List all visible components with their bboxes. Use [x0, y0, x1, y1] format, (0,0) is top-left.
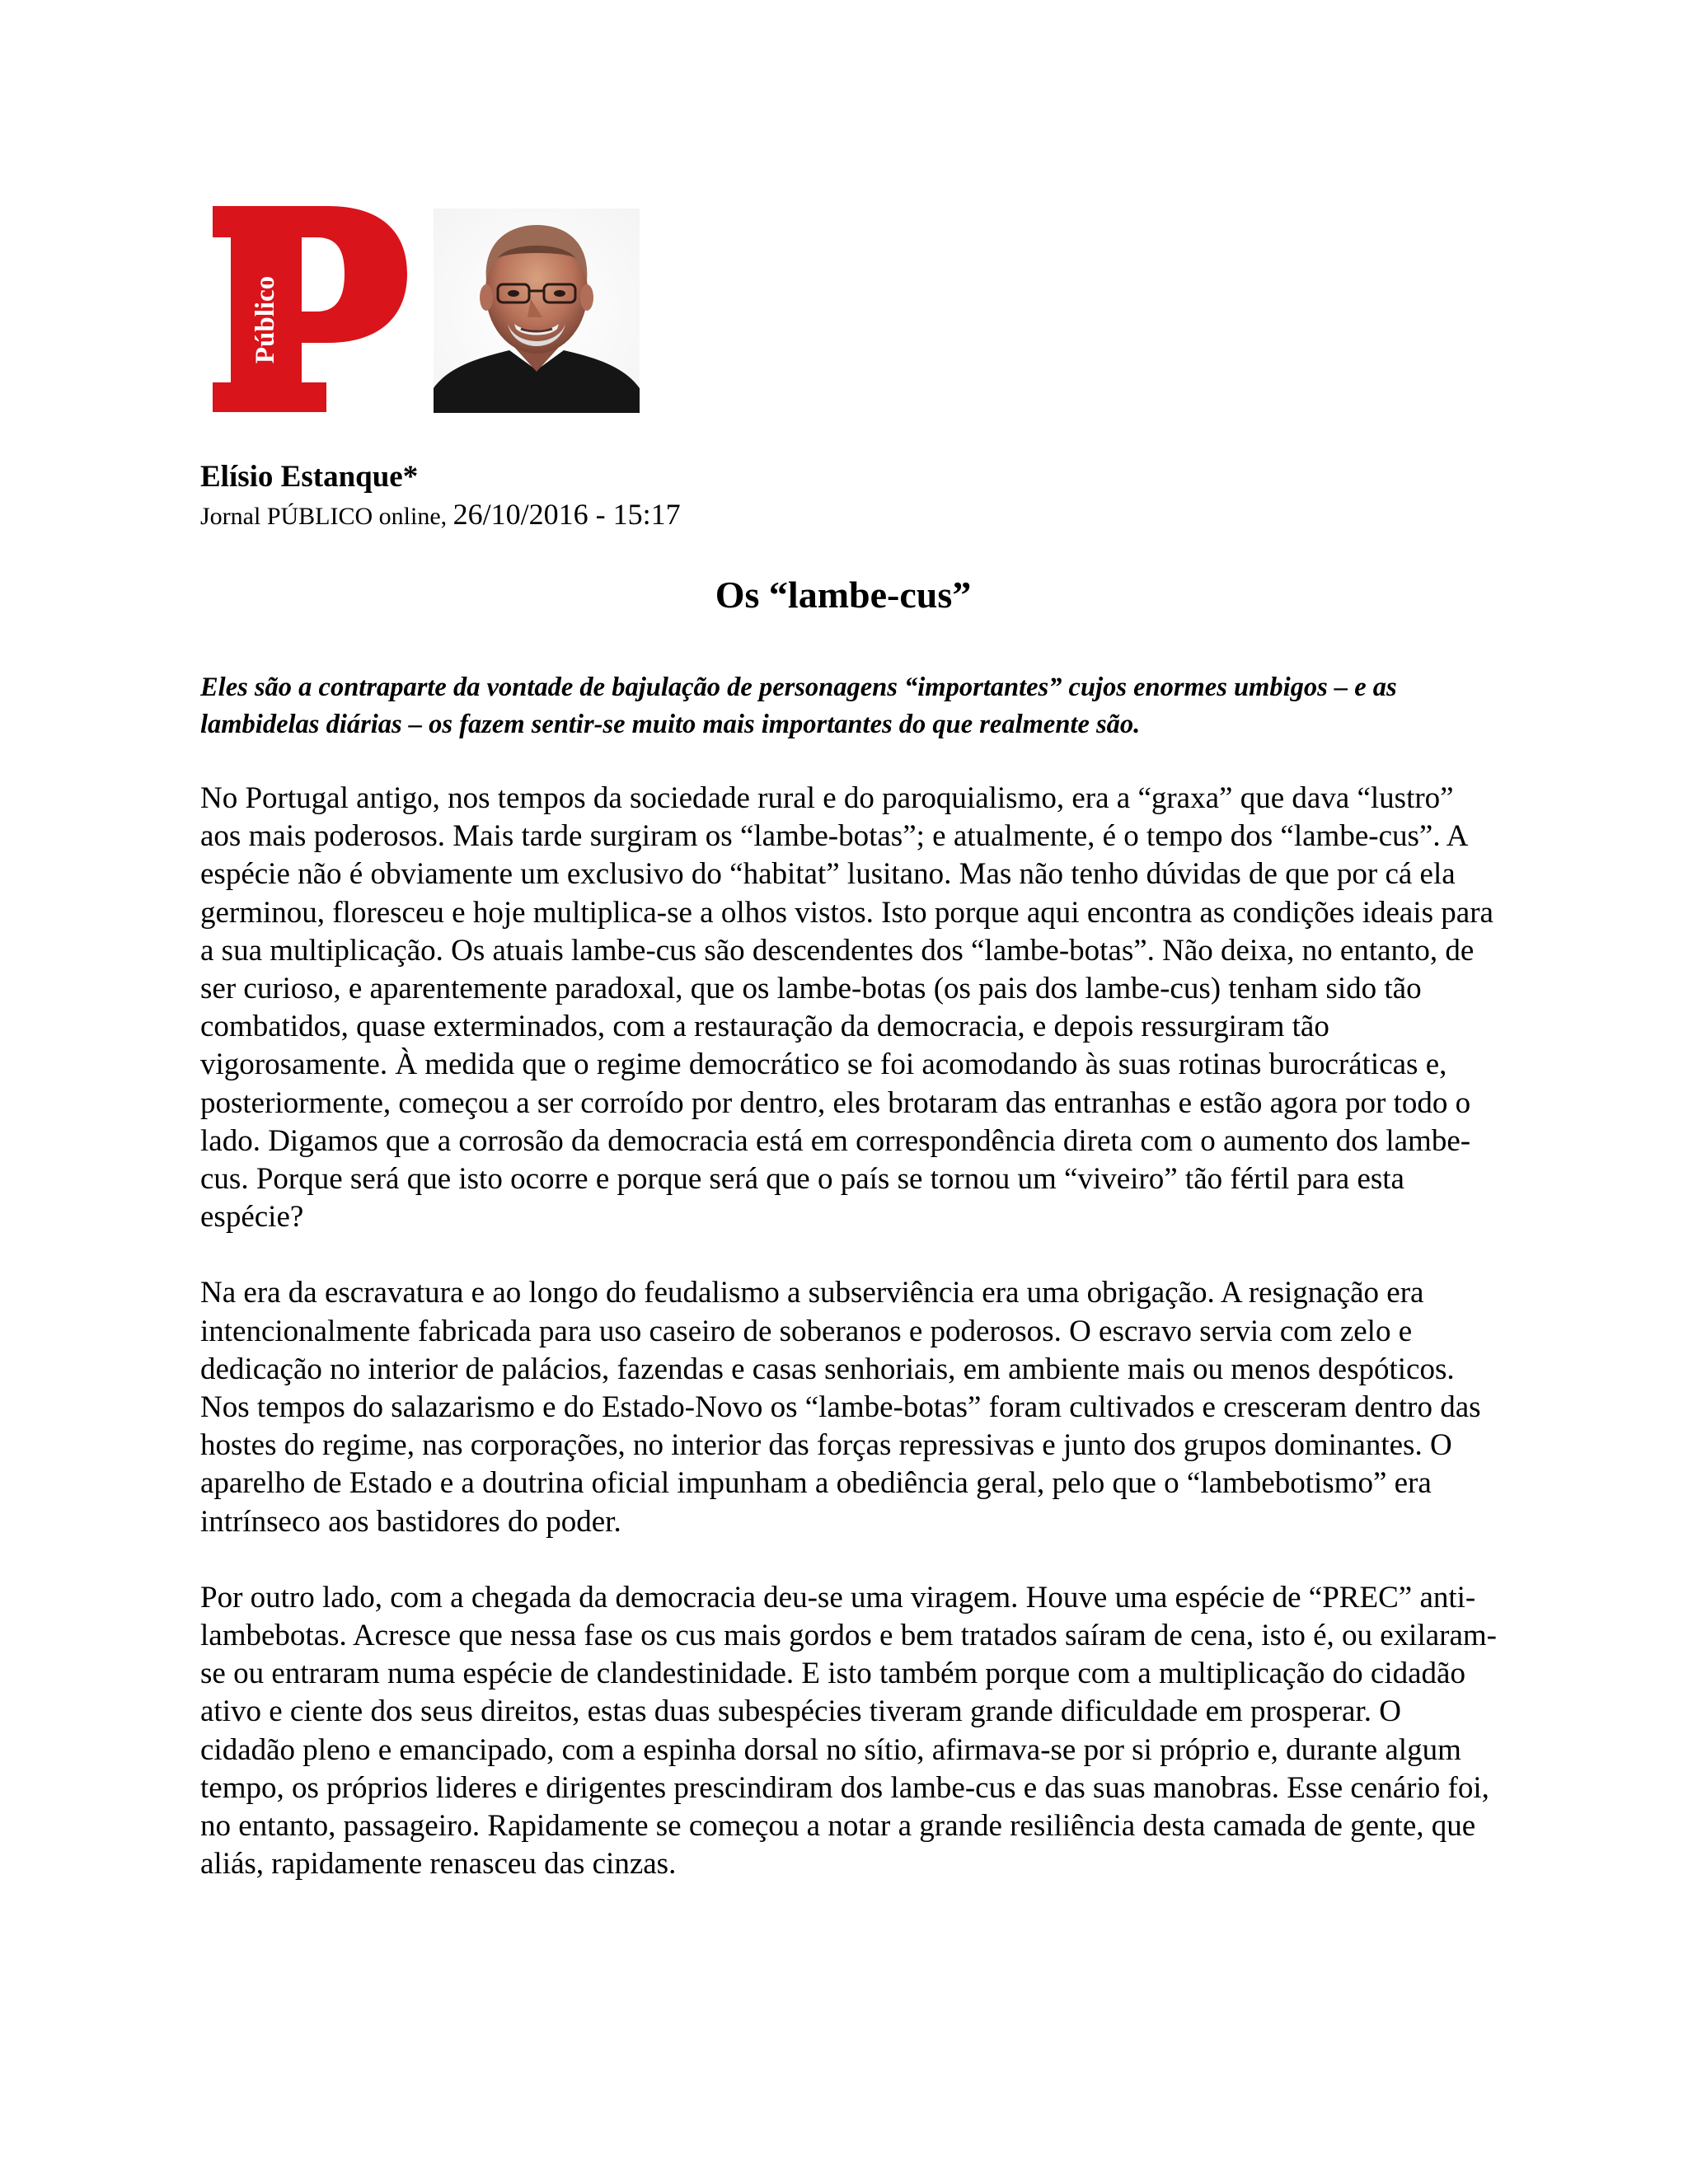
publication-date: 26/10/2016 - 15:17	[452, 498, 681, 531]
author-photo	[434, 209, 640, 413]
body-paragraph: No Portugal antigo, nos tempos da sociedade rural e do paroquialismo, era a “graxa” que dava “lustro” aos mais poderosos. Mais tarde surgiram os “lambe-botas”; e atualmente, é o tempo dos “lambe-cus”. A espécie não é obviamente um exclusivo do “habitat” lusitano. Mas não tenho dúvidas de que por cá ela germinou, floresceu e hoje multiplica-se a olhos vistos. Isto porque aqui encontra as condições ideais para a sua multiplicação. Os atuais lambe-cus são descendentes dos “lambe-botas”. Não deixa, no entanto, de ser curioso, e aparentemente paradoxal, que os lambe-botas (os pais dos lambe-cus) tenham sido tão combatidos, quase exterminados, com a restauração da democracia, e depois ressurgiram tão vigorosamente. À medida que o regime democrático se foi acomodando às suas rotinas burocráticas e, posteriormente, começou a ser corroído por dentro, eles brotaram das entranhas e estão agora por todo o lado. Digamos que a corrosão da democracia está em correspondência direta com o aumento dos lambe-cus. Porque será que isto ocorre e porque será que o país se tornou um “viveiro” tão fértil para esta espécie?	[200, 781, 1493, 1235]
logo-letter-p	[213, 206, 407, 412]
publico-logo	[213, 206, 410, 412]
article-body	[200, 780, 1498, 1921]
header-images	[213, 206, 641, 420]
body-paragraph: Por outro lado, com a chegada da democracia deu-se uma viragem. Houve uma espécie de “PREC” anti-lambebotas. Acresce que nessa fase os cus mais gordos e bem tratados saíram de cena, isto é, ou exilaram-se ou entraram numa espécie de clandestinidade. E isto também porque com a multiplicação do cidadão ativo e ciente dos seus direitos, estas duas subespécies tiveram grande dificuldade em prosperar. O cidadão pleno e emancipado, com a espinha dorsal no sítio, afirmava-se por si próprio e, durante algum tempo, os próprios lideres e dirigentes prescindiram dos lambe-cus e das suas manobras. Esse cenário foi, no entanto, passageiro. Rapidamente se começou a notar a grande resiliência desta camada de gente, que aliás, rapidamente renasceu das cinzas.	[200, 1580, 1497, 1882]
body-paragraph: Na era da escravatura e ao longo do feudalismo a subserviência era uma obrigação. A resignação era intencionalmente fabricada para uso caseiro de soberanos e poderosos. O escravo servia com zelo e dedicação no interior de palácios, fazendas e casas senhoriais, em ambiente mais ou menos despóticos. Nos tempos do salazarismo e do Estado-Novo os “lambe-botas” foram cultivados e cresceram dentro das hostes do regime, nas corporações, no interior das forças repressivas e junto dos grupos dominantes. O aparelho de Estado e a doutrina oficial impunham a obediência geral, pelo que o “lambebotismo” era intrínseco aos bastidores do poder.	[200, 1276, 1481, 1539]
logo-word: Público	[251, 275, 280, 364]
article-lead: Eles são a contraparte da vontade de bajulação de personagens “importantes” cujos enormes umbigos – e as lambidelas diárias – os fazem sentir-se muito mais importantes do que realmente são.	[200, 673, 1397, 739]
publication-name: Jornal PÚBLICO online,	[200, 503, 453, 530]
article-title: Os “lambe-cus”	[715, 574, 972, 616]
publication-line	[200, 498, 1486, 533]
byline	[200, 458, 1486, 533]
author-name: Elísio Estanque*	[200, 460, 419, 494]
